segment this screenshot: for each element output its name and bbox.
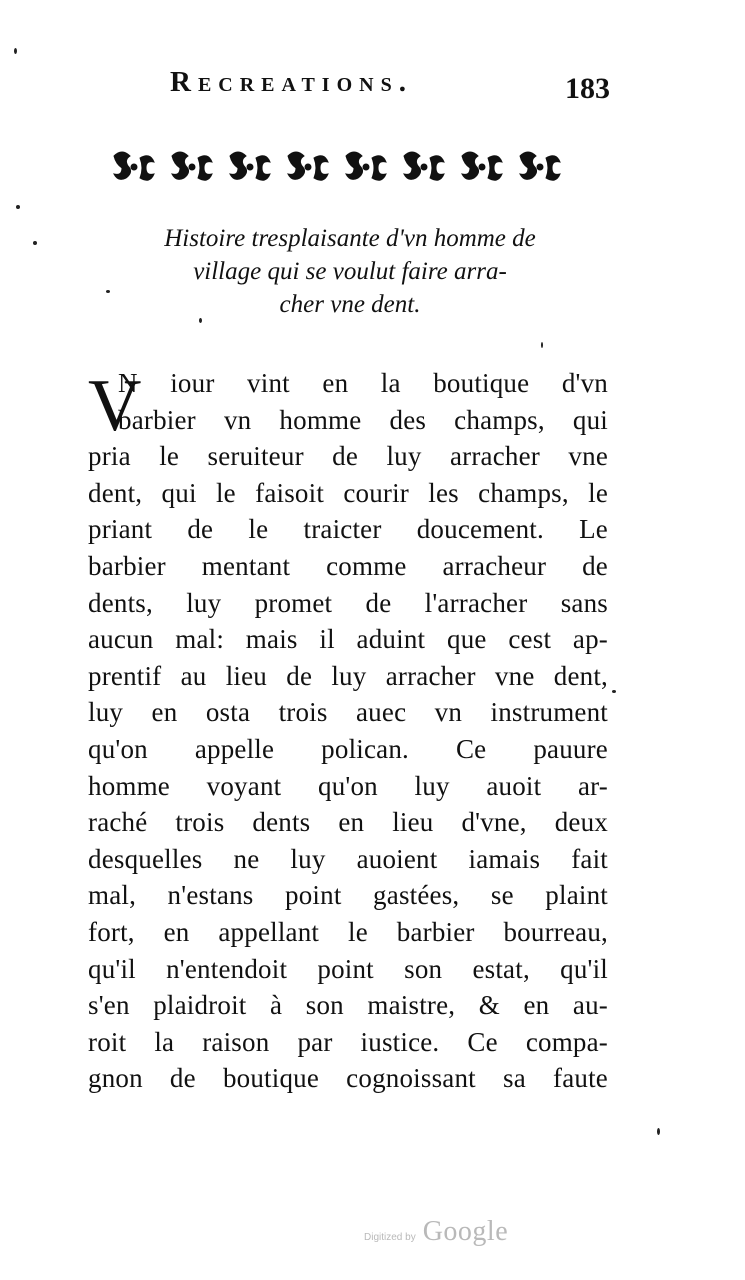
text-line: aucun mal: mais il aduint que cest ap- [88, 624, 608, 655]
text-line: fort, en appellant le barbier bourreau, [88, 916, 608, 947]
speck [541, 342, 543, 348]
text-line: s'en plaidroit à son maistre, & en au- [88, 990, 608, 1021]
running-head: Recreations. [170, 66, 413, 98]
speck [14, 48, 17, 54]
speck [612, 690, 616, 693]
text-line: priant de le traicter doucement. Le [88, 514, 608, 545]
ornament-band [110, 146, 588, 188]
page-number: 183 [565, 72, 610, 105]
text-line: dent, qui le faisoit courir les champs, le [88, 477, 608, 508]
text-line: barbier mentant comme arracheur de [88, 550, 608, 581]
text-line: dents, luy promet de l'arracher sans [88, 587, 608, 618]
text-line: gnon de boutique cognoissant sa faute [88, 1063, 608, 1094]
speck [106, 290, 110, 293]
title-line: Histoire tresplaisante d'vn homme de [164, 225, 536, 252]
drop-cap: V [88, 365, 142, 447]
text-line: raché trois dents en lieu d'vne, deux [88, 807, 608, 838]
speck [199, 318, 202, 323]
text-line: prentif au lieu de luy arracher vne dent, [88, 660, 608, 691]
digitized-watermark [364, 1216, 508, 1248]
text-line: pria le seruiteur de luy arracher vne [88, 441, 608, 472]
speck [657, 1128, 660, 1135]
text-line: qu'il n'entendoit point son estat, qu'il [88, 953, 608, 984]
speck [16, 205, 20, 209]
watermark-prefix: Digitized by [364, 1232, 416, 1243]
title-line: cher vne dent. [279, 291, 421, 318]
title-line: village qui se voulut faire arra- [193, 258, 507, 285]
text-line: roit la raison par iustice. Ce compa- [88, 1026, 608, 1057]
text-line: N iour vint en la boutique d'vn [118, 368, 608, 398]
text-line: luy en osta trois auec vn instrument [88, 697, 608, 728]
chapter-title [100, 222, 600, 321]
text-line: qu'on appelle polican. Ce pauure [88, 733, 608, 764]
text-line: homme voyant qu'on luy auoit ar- [88, 770, 608, 801]
text-line: desquelles ne luy auoient iamais fait [88, 843, 608, 874]
text-line: mal, n'estans point gastées, se plaint [88, 880, 608, 911]
body-text [88, 365, 608, 1097]
text-line: barbier vn homme des champs, qui [118, 404, 608, 435]
speck [33, 241, 37, 245]
google-logo: Google [422, 1216, 509, 1247]
